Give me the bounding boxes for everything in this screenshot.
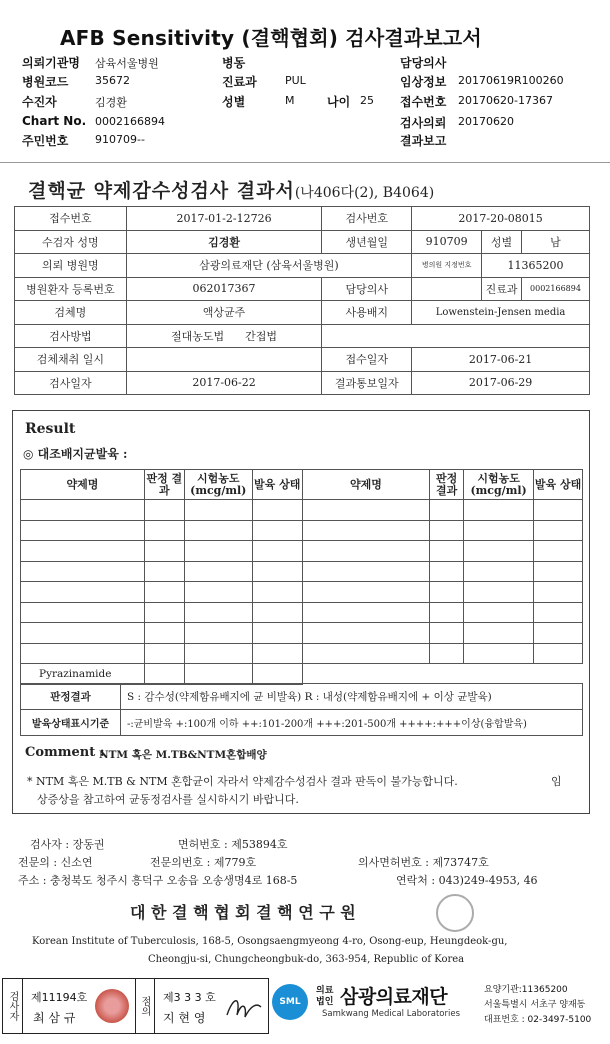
cell-label: 접수번호 [15, 207, 127, 231]
cell-label: 검사일자 [15, 371, 127, 395]
tester-seal-stamp [95, 989, 129, 1023]
divider [0, 162, 610, 163]
cell-label: 사용배지 [322, 301, 412, 325]
result-title: Result [25, 421, 76, 437]
cell-blank [412, 277, 482, 301]
comment-label: Comment : [25, 745, 105, 760]
cell-value: 2017-06-22 [126, 371, 322, 395]
license-1: 면허번호 : 제53894호 [178, 838, 288, 851]
result-box [12, 410, 590, 814]
checker-signature-icon [223, 993, 263, 1023]
tester-license: 제11194호 [31, 991, 88, 1004]
cell-value [126, 324, 322, 348]
note-line-2: 상증상을 참고하여 균동정검사를 실시하시기 바랍니다. [37, 793, 299, 806]
checker-name: 지 현 영 [163, 1011, 206, 1025]
hdr-value: PUL [285, 74, 306, 87]
address: 주소 : 충청북도 청주시 흥덕구 오송읍 오송생명4로 168-5 [18, 874, 298, 887]
table-row [21, 561, 583, 582]
license-2: 전문의번호 : 제779호 [150, 856, 257, 869]
cell-value [126, 348, 322, 372]
cell-value: 2017-06-21 [412, 348, 590, 372]
hdr-label: 결과보고 [400, 134, 447, 148]
report-title [28, 176, 434, 203]
signature-strip [2, 978, 269, 1034]
note-line-1-tail: 임 [551, 775, 562, 788]
cell-blank [322, 324, 590, 348]
hdr-value: 김경환 [95, 96, 127, 109]
hdr-value: 35672 [95, 74, 130, 87]
table-row [21, 582, 583, 603]
col-conc: 시험농도 (mcg/ml) [464, 470, 534, 500]
legend-label: 발육상태표시기준 [21, 710, 121, 736]
tester-name: 최 삼 규 [33, 1011, 76, 1025]
lab-phone: 대표번호 : 02-3497-5100 [484, 1015, 592, 1025]
col-growth: 발육 상태 [534, 470, 583, 500]
cell-label: 결과통보일자 [322, 371, 412, 395]
hdr-value: 삼육서울병원 [95, 57, 159, 70]
col-drug: 약제명 [21, 470, 145, 500]
cell-value: 액상균주 [126, 301, 322, 325]
table-row [21, 500, 583, 521]
table-row [21, 520, 583, 541]
table-row [21, 664, 583, 685]
lab-address: 서울특별시 서초구 양재동 [484, 1000, 586, 1010]
cell-label: 병원환자 등록번호 [15, 277, 127, 301]
table-row [21, 643, 583, 664]
corp-name-en: Samkwang Medical Laboratories [322, 1009, 461, 1019]
cell-value: 삼광의료재단 (삼육서울병원) [126, 254, 411, 278]
hdr-label: 검사의뢰 [400, 116, 447, 130]
sml-logo-icon [272, 984, 308, 1020]
hdr-value: 0002166894 [95, 115, 165, 128]
cell-value: 0002166894 [521, 277, 589, 301]
cell-value: 2017-20-08015 [412, 207, 590, 231]
cell-label: 병의원 지정번호 [412, 254, 482, 278]
drug-results-table [20, 469, 583, 685]
patient-info-table [14, 206, 590, 395]
cell-label: 의뢰 병원명 [15, 254, 127, 278]
hdr-age-label: 나이 [327, 95, 351, 109]
hdr-label: 진료과 [222, 75, 257, 89]
hdr-label: 성별 [222, 95, 246, 109]
license-3: 의사면허번호 : 제73747호 [358, 856, 489, 869]
cell-value: Lowenstein-Jensen media [412, 301, 590, 325]
legend-label: 판정결과 [21, 684, 121, 710]
legend-table [20, 683, 583, 736]
logo-text: SML [279, 997, 301, 1007]
hdr-value: 20170620-17367 [458, 94, 553, 107]
report-header-title: AFB Sensitivity (결핵협회) 검사결과보고서 [60, 26, 482, 50]
examiner: 검사자 : 장동권 [30, 838, 105, 851]
institute-seal-stamp [436, 894, 474, 932]
col-judge: 판정 결과 [430, 470, 464, 500]
cell-label: 검사번호 [322, 207, 412, 231]
hdr-value: 910709-- [95, 133, 145, 146]
contact: 연락처 : 043)249-4953, 46 [396, 874, 538, 887]
cell-value: 2017-01-2-12726 [126, 207, 322, 231]
col-drug: 약제명 [302, 470, 430, 500]
hdr-value: 20170619R100260 [458, 74, 564, 87]
hdr-value: M [285, 94, 295, 107]
col-conc: 시험농도 (mcg/ml) [184, 470, 252, 500]
legend-text: -:균비발육 +:100개 이하 ++:101-200개 +++:201-500개 ++++:+++이상(융합발육) [121, 710, 583, 736]
corp-name: 삼광의료재단 [340, 986, 448, 1008]
col-judge: 판정 결과 [144, 470, 184, 500]
lab-code: 요양기관:11365200 [484, 985, 568, 995]
cell-value: 11365200 [482, 254, 590, 278]
legend-text: S : 감수성(약제함유배지에 균 비발육) R : 내성(약제함유배지에 + 이상 균발육) [121, 684, 583, 710]
hdr-label: 임상정보 [400, 75, 447, 89]
hdr-label: Chart No. [22, 114, 87, 128]
note-line-1: * NTM 혹은 M.TB & NTM 혼합균이 자라서 약제감수성검사 결과 판독이 불가능합니다. [27, 775, 458, 788]
report-title-code: (나406다(2), B4064) [294, 185, 435, 201]
hdr-age-value: 25 [360, 94, 374, 107]
cell-label: 검체명 [15, 301, 127, 325]
org-address-en-1: Korean Institute of Tuberculosis, 168-5, Osongsaengmyeong 4-ro, Osong-eup, Heungdeok-gu, [32, 936, 508, 947]
cell-label: 진료과 [482, 277, 522, 301]
header-info-grid [22, 54, 592, 154]
cell-value: 062017367 [126, 277, 322, 301]
hdr-label: 의뢰기관명 [22, 56, 80, 70]
cell-value: 남 [521, 230, 589, 254]
hdr-label: 담당의사 [400, 56, 447, 70]
cell-label: 담당의사 [322, 277, 412, 301]
cell-label: 수검자 성명 [15, 230, 127, 254]
drug-name: Pyrazinamide [21, 664, 145, 685]
hdr-label: 주민번호 [22, 134, 69, 148]
cell-value: 2017-06-29 [412, 371, 590, 395]
checker-label: 점의 [135, 979, 155, 1033]
hdr-label: 병동 [222, 56, 246, 70]
lab-brand [272, 978, 608, 1034]
cell-label: 성별 [482, 230, 522, 254]
hdr-label: 수진자 [22, 95, 57, 109]
cell-value: 910709 [412, 230, 482, 254]
cell-label: 검체채취 일시 [15, 348, 127, 372]
org-address-en-2: Cheongju-si, Chungcheongbuk-do, 363-954, Republic of Korea [148, 954, 465, 965]
cell-label: 접수일자 [322, 348, 412, 372]
method-1: 절대농도법 [171, 329, 225, 343]
hdr-label: 접수번호 [400, 95, 447, 109]
table-row [21, 541, 583, 562]
checker-license: 제3 3 3 호 [163, 991, 216, 1004]
cell-label: 검사방법 [15, 324, 127, 348]
corp-label: 의료법인 [316, 986, 334, 1007]
report-title-text: 결핵균 약제감수성검사 결과서 [28, 180, 295, 202]
org-name-kr: 대 한 결 핵 협 회 결 핵 연 구 원 [130, 903, 356, 922]
col-growth: 발육 상태 [252, 470, 302, 500]
table-row [21, 623, 583, 644]
comment-text: NTM 혹은 M.TB&NTM혼합배양 [99, 749, 267, 761]
tester-label: 검사자 [3, 979, 23, 1033]
method-2: 간접법 [245, 329, 278, 343]
specialist: 전문의 : 신소연 [18, 856, 93, 869]
cell-value: 김경환 [126, 230, 322, 254]
hdr-value: 20170620 [458, 115, 514, 128]
table-row [21, 602, 583, 623]
cell-label: 생년월일 [322, 230, 412, 254]
control-growth-label: ◎ 대조배지균발육 : [23, 447, 128, 461]
hdr-label: 병원코드 [22, 75, 69, 89]
